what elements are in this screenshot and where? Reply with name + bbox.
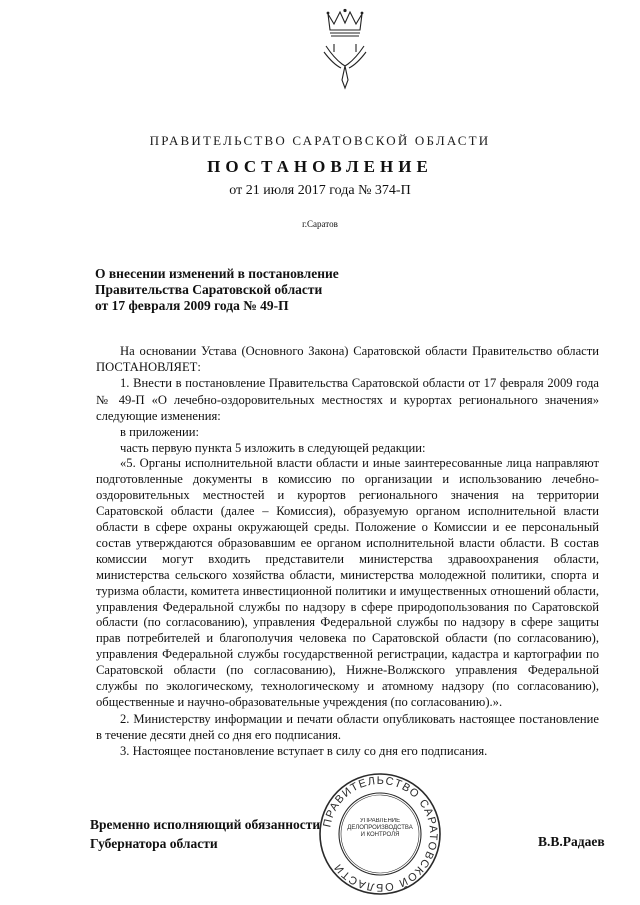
body-paragraph: в приложении: — [120, 425, 199, 440]
government-heading: ПРАВИТЕЛЬСТВО САРАТОВСКОЙ ОБЛАСТИ — [149, 133, 491, 148]
document-subject — [95, 266, 425, 314]
official-seal-stamp — [316, 770, 444, 898]
document-type-title: ПОСТАНОВЛЕНИЕ — [207, 157, 433, 176]
body-paragraph: часть первую пункта 5 изложить в следующей редакции: — [120, 441, 426, 456]
signatory-title-line: Временно исполняющий обязанности — [90, 817, 321, 832]
body-paragraph: 3. Настоящее постановление вступает в силу со дня его подписания. — [120, 744, 488, 759]
quoted-paragraph: «5. Органы исполнительной власти области и иные заинтересованные лица направляют подготовленные документы в комиссию по организации и использованию лечебно-оздоровительных местностей и курортов регионального значения на территории Саратовской области (далее – Комиссия), образуемую органом исполнительной власти области в сфере охраны окружающей среды. Положение о Комиссии и ее персональный состав утверждаются образовавшим ее органом исполнительной власти области. В состав комиссии могут входить представители министерства здравоохранения области, министерства сельского хозяйства области, министерства молодежной политики, спорта и туризма области, комитета инвестиционной политики и имущественных отношений области, управления Федеральной службы по надзору в сфере природопользования по Саратовской области (по согласованию), управления Федеральной службы по надзору в сфере защиты прав потребителей и благополучия человека по Саратовской области (по согласованию), управления Федеральной службы государственной регистрации, кадастра и картографии по Саратовской области (по согласованию), Нижне-Волжского управления Федеральной службы по экологическому, технологическому и атомному надзору (по согласованию), общественные и научно-образовательные учреждения (по согласованию).». — [96, 456, 599, 710]
date-and-number: от 21 июля 2017 года № 374-П — [229, 183, 411, 198]
subject-line: от 17 февраля 2009 года № 49-П — [95, 298, 289, 313]
body-paragraph: На основании Устава (Основного Закона) Саратовской области Правительство области ПОСТАНОВЛЯЕТ: — [96, 344, 599, 375]
signatory-title-line: Губернатора области — [90, 836, 218, 851]
body-paragraph: 1. Внести в постановление Правительства Саратовской области от 17 февраля 2009 года № 49-П «О лечебно-оздоровительных местностях и курортах регионального значения» следующие изменения: — [96, 376, 599, 423]
seal-inner-text: УПРАВЛЕНИЕ ДЕЛОПРОИЗВОДСТВА И КОНТРОЛЯ — [347, 818, 413, 838]
coat-of-arms-emblem — [320, 8, 370, 92]
body-paragraph: 2. Министерству информации и печати области опубликовать настоящее постановление в течение десяти дней со дня его подписания. — [96, 711, 599, 743]
document-body — [96, 343, 599, 760]
city-name: г.Саратов — [302, 219, 338, 229]
signatory-name: В.В.Радаев — [538, 834, 605, 849]
subject-line: Правительства Саратовской области — [95, 282, 323, 297]
subject-line: О внесении изменений в постановление — [95, 266, 339, 281]
seal-outer-text: ПРАВИТЕЛЬСТВО САРАТОВСКОЙ ОБЛАСТИ — [321, 774, 440, 894]
